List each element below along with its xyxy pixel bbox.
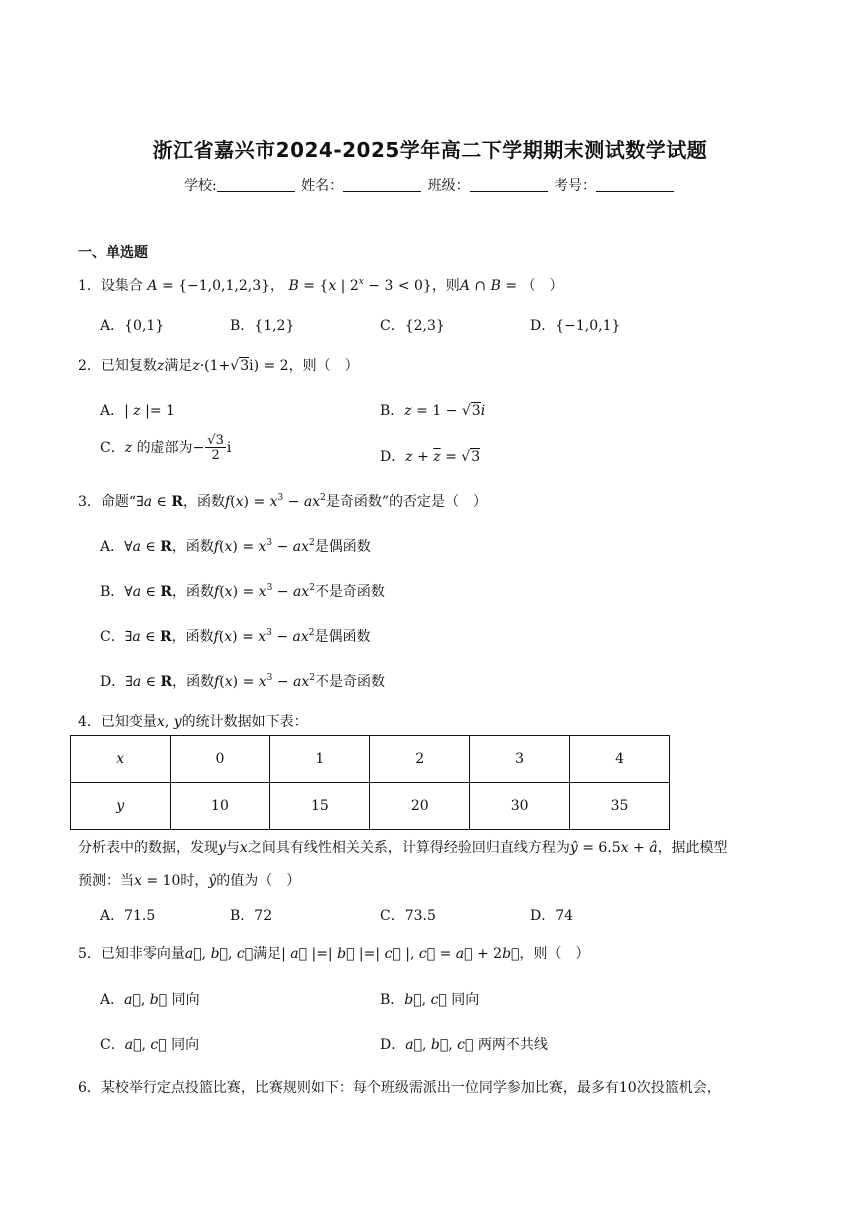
school-blank[interactable] — [217, 178, 295, 192]
table-cell: 4 — [570, 736, 670, 783]
q4-paragraph-2: 预测：当x = 10时，ŷ的值为（ ） — [78, 873, 301, 889]
exam-number-blank[interactable] — [596, 178, 674, 192]
q2-option-b[interactable]: B．z = 1 − √3i — [380, 403, 486, 419]
q2-option-d[interactable]: D．$z + \overline{z} = √3$ — [380, 449, 481, 465]
table-cell: 20 — [370, 783, 470, 830]
student-info-line — [0, 175, 860, 195]
table-cell: 2 — [370, 736, 470, 783]
q1-option-c[interactable]: C．{2,3} — [380, 318, 445, 334]
q5-option-d[interactable]: D．a⃗, b⃗, c⃗ 两两不共线 — [380, 1037, 548, 1053]
table-cell: x — [71, 736, 171, 783]
q3-option-c[interactable]: C．∃a ∈ R，函数$f(x) = x^3 - ax^2$是偶函数 — [100, 628, 371, 645]
table-cell: 35 — [570, 783, 670, 830]
name-label: 姓名： — [301, 178, 344, 194]
q1-option-b[interactable]: B．{1,2} — [230, 318, 295, 334]
table-cell: 10 — [170, 783, 270, 830]
section-heading: 一、单选题 — [78, 245, 148, 261]
question-2-stem: 2．已知复数z满足z·(1+√3i) = 2，则（ ） — [78, 358, 359, 374]
table-cell: y — [71, 783, 171, 830]
table-cell: 30 — [470, 783, 570, 830]
question-5-stem: 5．已知非零向量a⃗, b⃗, c⃗满足| a⃗ |=| b⃗ |=| c⃗ |, c⃗ = a⃗ + 2b⃗，则（ ） — [78, 946, 590, 962]
table-cell: 3 — [470, 736, 570, 783]
table-row-y — [71, 783, 670, 830]
q1-option-d[interactable]: D．{−1,0,1} — [530, 318, 621, 334]
table-cell: 1 — [270, 736, 370, 783]
q2-option-a[interactable]: A．| z |= 1 — [100, 403, 175, 419]
q4-option-c[interactable]: C．73.5 — [380, 908, 436, 924]
table-row-x — [71, 736, 670, 783]
q3-option-a[interactable]: A．∀a ∈ R，函数$f(x) = x^3 - ax^2$是偶函数 — [100, 538, 371, 555]
table-cell: 0 — [170, 736, 270, 783]
q2-option-c[interactable]: C．z 的虚部为− $\frac{√3}{2}$ i — [100, 433, 232, 463]
q3-option-b[interactable]: B．∀a ∈ R，函数$f(x) = x^3 - ax^2$不是奇函数 — [100, 583, 385, 600]
q1-option-a[interactable]: A．{0,1} — [100, 318, 165, 334]
q5-option-b[interactable]: B．b⃗, c⃗ 同向 — [380, 992, 480, 1008]
exam-title: 浙江省嘉兴市2024-2025学年高二下学期期末测试数学试题 — [152, 138, 708, 162]
question-4-stem: 4．已知变量x, y的统计数据如下表： — [78, 714, 308, 730]
school-label: 学校: — [183, 178, 217, 194]
q5-option-a[interactable]: A．a⃗, b⃗ 同向 — [100, 992, 200, 1008]
question-3-stem: 3．命题“∃a ∈ R，函数$f(x) = x^3 - ax^2$是奇函数”的否定是（ ） — [78, 493, 488, 510]
q3-option-d[interactable]: D．∃a ∈ R，函数$f(x) = x^3 - ax^2$不是奇函数 — [100, 673, 386, 690]
q4-option-b[interactable]: B．72 — [230, 908, 273, 924]
q4-option-d[interactable]: D．74 — [530, 908, 574, 924]
name-blank[interactable] — [343, 178, 421, 192]
question-6-stem: 6．某校举行定点投篮比赛，比赛规则如下：每个班级需派出一位同学参加比赛，最多有10次投篮机会， — [78, 1080, 721, 1096]
table-cell: 15 — [270, 783, 370, 830]
q4-option-a[interactable]: A．71.5 — [100, 908, 156, 924]
class-blank[interactable] — [470, 178, 548, 192]
question-1-stem: 1．设集合 A = {−1,0,1,2,3}， B = {x | $2^x - 3 < 0$}，则A ∩ B = （ ） — [78, 277, 564, 294]
statistics-table — [70, 735, 670, 830]
class-label: 班级： — [427, 178, 470, 194]
exam-number-label: 考号： — [554, 178, 597, 194]
q4-paragraph-1: 分析表中的数据，发现y与x之间具有线性相关关系，计算得经验回归直线方程为ŷ = 6.5x + â，据此模型 — [78, 840, 728, 856]
q5-option-c[interactable]: C．a⃗, c⃗ 同向 — [100, 1037, 200, 1053]
